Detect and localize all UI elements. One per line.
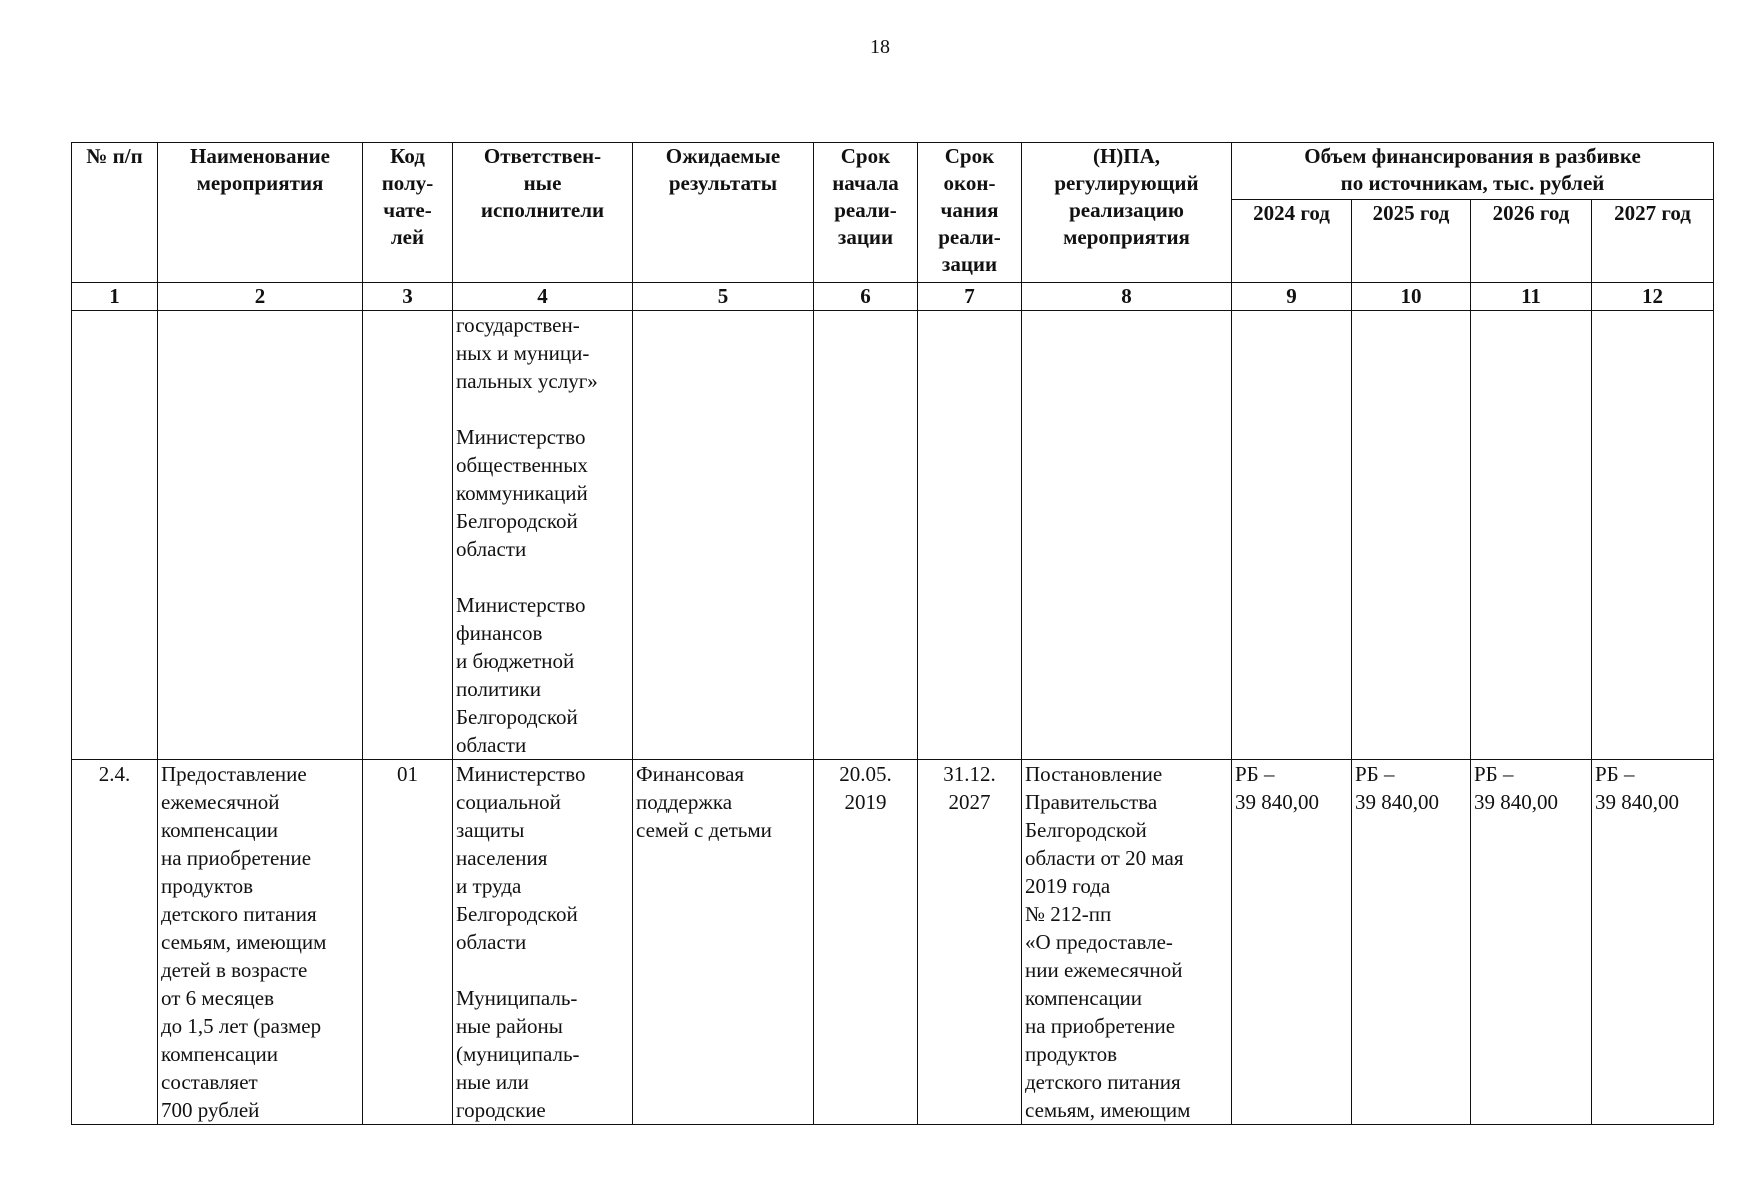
row-funding-2025 [1352,311,1471,760]
column-number: 3 [363,283,453,311]
column-number: 4 [453,283,633,311]
column-number: 11 [1471,283,1592,311]
header-year-2024: 2024 год [1232,200,1352,283]
row-funding-2024: РБ – 39 840,00 [1232,760,1352,1125]
header-number: № п/п [72,143,158,283]
row-responsible: Министерство социальной защиты населения и труда Белгородской области Муниципаль- ные районы (муниципаль- ные или городские [453,760,633,1125]
column-number: 2 [158,283,363,311]
header-year-2027: 2027 год [1592,200,1714,283]
row-responsible: государствен- ных и муници- пальных услуг» Министерство общественных коммуникаций Белгородской области Министерство финансов и бюджетной политики Белгородской области [453,311,633,760]
table-row [72,760,1714,1125]
row-end-date [918,311,1022,760]
header-expected-results: Ожидаемые результаты [633,143,814,283]
row-legal-act: Постановление Правительства Белгородской области от 20 мая 2019 года № 212-пп «О предоставле- нии ежемесячной компенсации на приобретение продуктов детского питания семьям, имеющим [1022,760,1232,1125]
column-number: 5 [633,283,814,311]
column-number: 6 [814,283,918,311]
row-event-name: Предоставление ежемесячной компенсации на приобретение продуктов детского питания семьям, имеющим детей в возрасте от 6 месяцев до 1,5 лет (размер компенсации составляет 700 рублей [158,760,363,1125]
header-funding: Объем финансирования в разбивке по источникам, тыс. рублей [1232,143,1714,200]
row-expected-results [633,311,814,760]
header-responsible: Ответствен- ные исполнители [453,143,633,283]
row-recipient-code [363,311,453,760]
row-funding-2025: РБ – 39 840,00 [1352,760,1471,1125]
header-start-date: Срок начала реали- зации [814,143,918,283]
header-year-2026: 2026 год [1471,200,1592,283]
header-legal-act: (Н)ПА, регулирующий реализацию мероприятия [1022,143,1232,283]
header-year-2025: 2025 год [1352,200,1471,283]
program-table [71,142,1714,1125]
header-recipient-code: Код полу- чате- лей [363,143,453,283]
row-number: 2.4. [72,760,158,1125]
row-funding-2026 [1471,311,1592,760]
row-expected-results: Финансовая поддержка семей с детьми [633,760,814,1125]
row-funding-2024 [1232,311,1352,760]
column-number: 7 [918,283,1022,311]
table-row [72,311,1714,760]
header-event-name: Наименование мероприятия [158,143,363,283]
row-funding-2026: РБ – 39 840,00 [1471,760,1592,1125]
row-funding-2027: РБ – 39 840,00 [1592,760,1714,1125]
row-funding-2027 [1592,311,1714,760]
column-number: 12 [1592,283,1714,311]
column-number: 8 [1022,283,1232,311]
column-number: 9 [1232,283,1352,311]
row-number [72,311,158,760]
column-number: 1 [72,283,158,311]
column-number: 10 [1352,283,1471,311]
row-recipient-code: 01 [363,760,453,1125]
row-start-date: 20.05. 2019 [814,760,918,1125]
row-end-date: 31.12. 2027 [918,760,1022,1125]
column-numbers-row [72,283,1714,311]
row-legal-act [1022,311,1232,760]
header-row [72,143,1714,200]
page-number: 18 [870,36,890,58]
row-event-name [158,311,363,760]
header-end-date: Срок окон- чания реали- зации [918,143,1022,283]
row-start-date [814,311,918,760]
